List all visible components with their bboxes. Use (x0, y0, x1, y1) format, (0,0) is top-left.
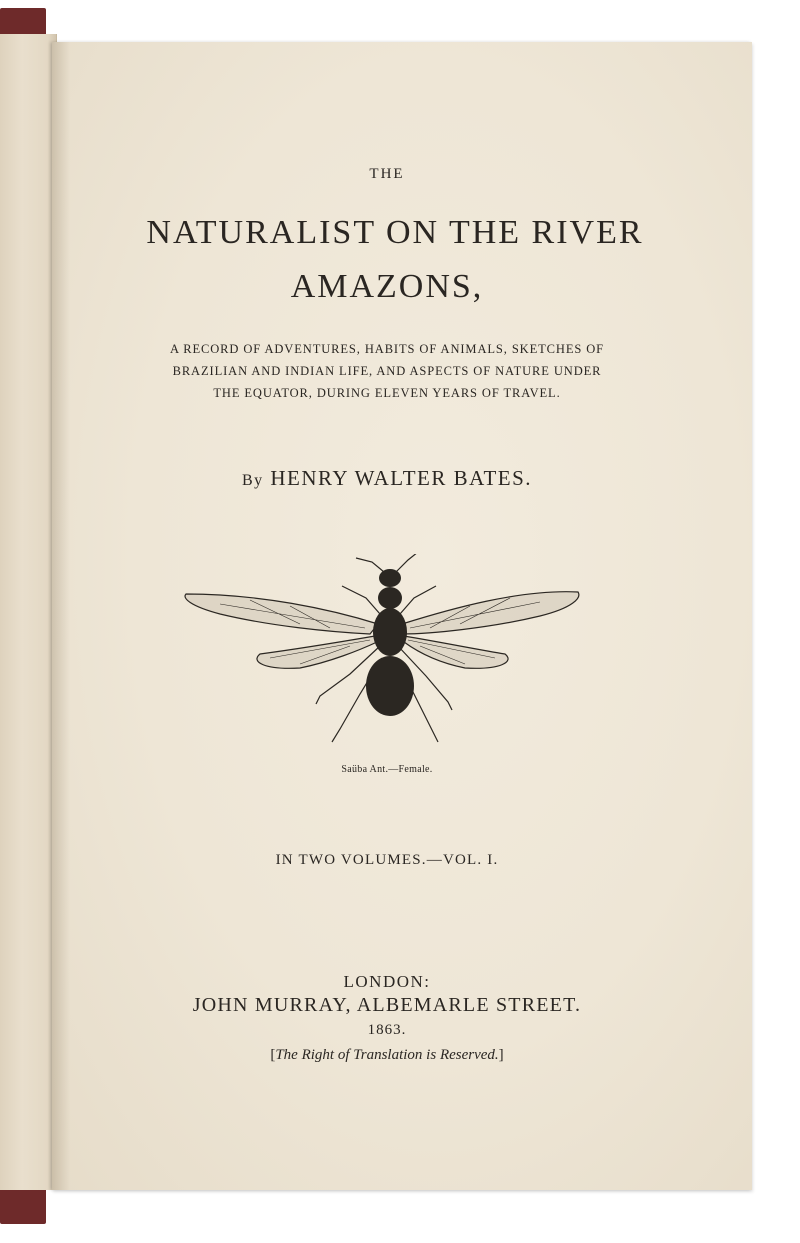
book-title-line-1: NATURALIST ON THE RIVER (146, 214, 644, 251)
rights-notice (52, 1047, 722, 1064)
title-page (52, 42, 752, 1190)
rights-close-bracket: ] (498, 1047, 504, 1063)
subtitle-line-2: BRAZILIAN AND INDIAN LIFE, AND ASPECTS OF NATURE UNDER (172, 364, 602, 378)
author-line (52, 466, 722, 491)
winged-ant-icon (180, 554, 580, 754)
rights-open-bracket: [ (270, 1047, 276, 1063)
book-title-line-2: AMAZONS, (290, 268, 484, 305)
illustration-caption: Saüba Ant.—Female. (341, 764, 433, 775)
imprint-publisher: JOHN MURRAY, ALBEMARLE STREET. (192, 994, 582, 1016)
title-article: THE (369, 166, 405, 182)
imprint-city: LONDON: (343, 972, 431, 991)
rights-text: The Right of Translation is Reserved. (275, 1047, 499, 1063)
author-name: HENRY WALTER BATES. (270, 466, 533, 490)
left-page-edge (0, 34, 57, 1190)
imprint-year: 1863. (367, 1022, 407, 1038)
subtitle-line-3: THE EQUATOR, DURING ELEVEN YEARS OF TRAVEL. (213, 386, 561, 400)
subtitle-line-1: A RECORD OF ADVENTURES, HABITS OF ANIMALS, SKETCHES OF (169, 342, 605, 356)
author-prefix: By (241, 472, 264, 489)
volume-statement: IN TWO VOLUMES.—VOL. I. (275, 852, 499, 868)
